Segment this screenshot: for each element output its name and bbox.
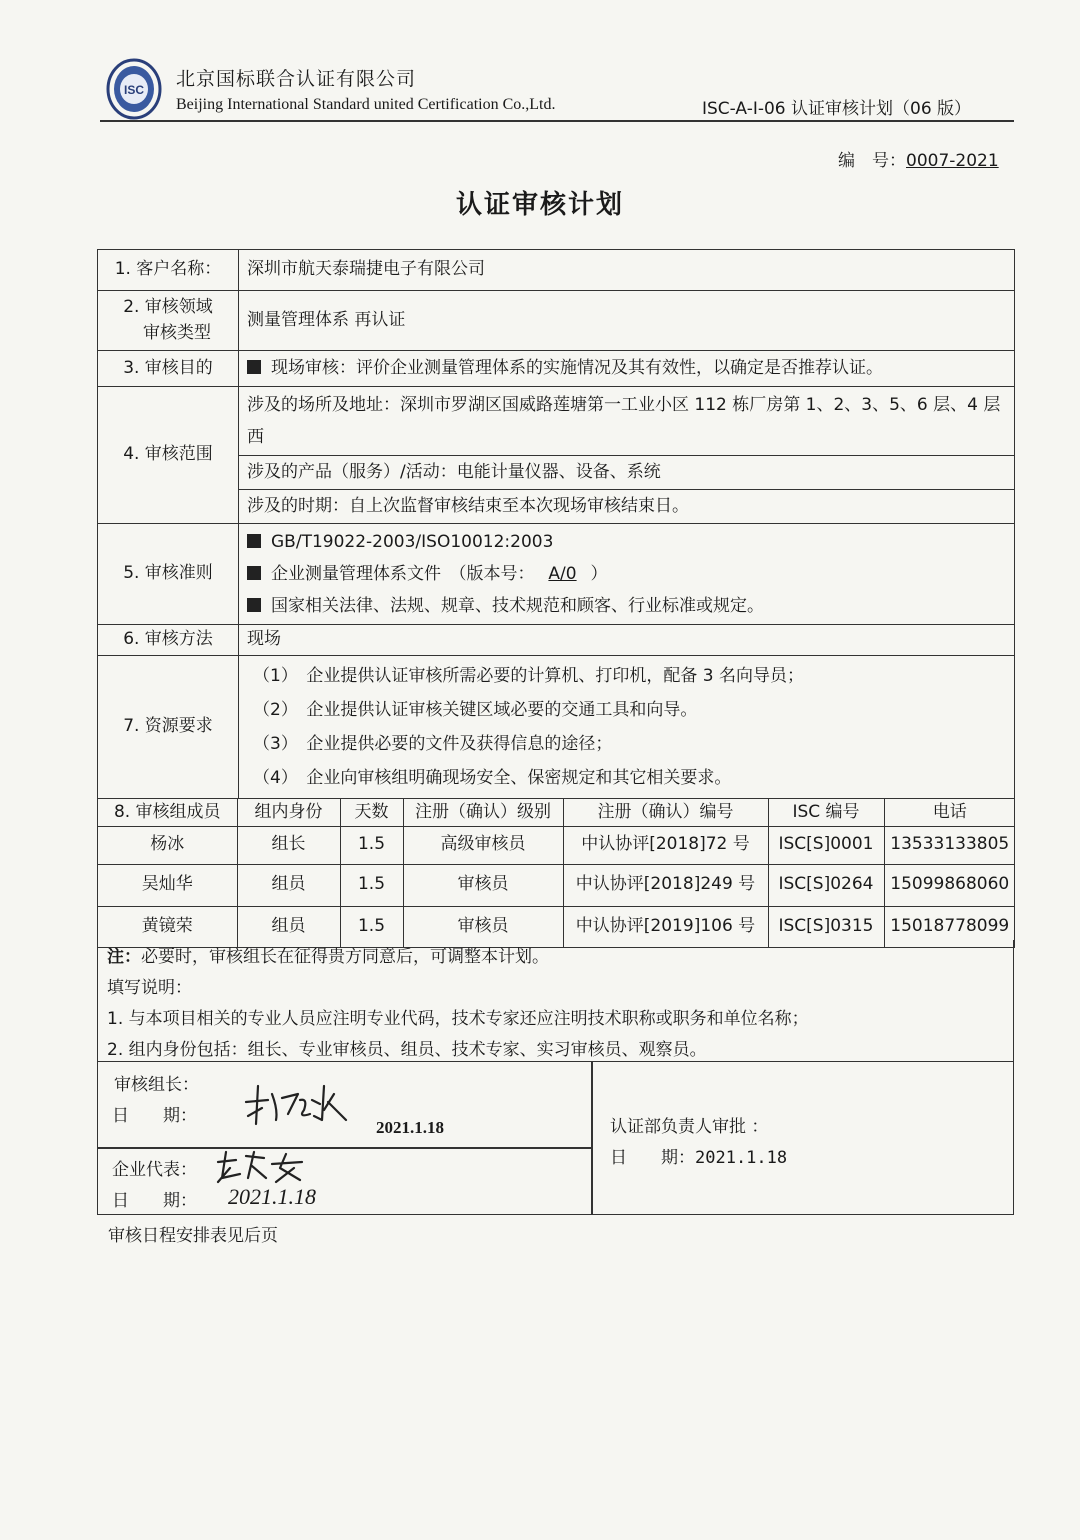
leader-date: 2021.1.18 [376, 1118, 444, 1137]
document-number [838, 146, 999, 171]
team-cell [98, 799, 1015, 948]
team-cell: 黄镜荣 [98, 906, 237, 947]
purpose-label: 3. 审核目的 [98, 351, 239, 387]
row-criteria [98, 524, 1015, 625]
criteria-item-1-text: GB/T19022-2003/ISO10012:2003 [271, 532, 554, 552]
audit-plan-table [97, 249, 1015, 948]
note-text: 必要时，审核组长在征得贵方同意后，可调整本计划。 [141, 947, 549, 967]
team-cell: 15018778099 [890, 916, 1010, 936]
checked-box-icon [247, 534, 261, 548]
approver-date-line [610, 1143, 787, 1168]
purpose-value: 现场审核：评价企业测量管理体系的实施情况及其有效性，以确定是否推荐认证。 [271, 357, 883, 378]
team-cell: 高级审核员 [403, 826, 563, 864]
row-field [98, 291, 1015, 351]
team-cell: 吴灿华 [98, 864, 237, 906]
header-rule [100, 120, 1014, 122]
footer-note: 审核日程安排表见后页 [108, 1226, 278, 1246]
team-table [98, 799, 1015, 947]
team-cell: 组员 [237, 906, 340, 947]
leader-date-label: 日 期： [112, 1106, 197, 1126]
method-value: 现场 [239, 625, 1015, 656]
scope-cell [239, 387, 1015, 524]
approver-date: 2021.1.18 [695, 1148, 788, 1168]
criteria-item-3-text: 国家相关法律、法规、规章、技术规范和顾客、行业标准或规定。 [271, 596, 764, 616]
team-cell: 1.5 [340, 906, 403, 947]
rep-date: 2021.1.18 [228, 1184, 316, 1209]
page-title: 认证审核计划 [455, 190, 624, 220]
fill-title: 填写说明： [107, 978, 192, 998]
criteria-item-2-suffix: ） [590, 564, 608, 584]
team-header-row [98, 799, 1015, 826]
row-scope [98, 387, 1015, 524]
team-cell: 15099868060 [884, 864, 1015, 906]
team-cell: ISC[S]0264 [768, 864, 884, 906]
row-client [98, 250, 1015, 291]
team-header: 8. 审核组成员 [98, 799, 237, 826]
team-cell: 审核员 [403, 906, 563, 947]
resources-label: 7. 资源要求 [98, 656, 239, 799]
approver-date-label: 日 期： [610, 1148, 695, 1168]
team-cell: 1.5 [340, 826, 403, 864]
team-cell: 杨冰 [98, 826, 237, 864]
criteria-item-3 [247, 590, 1006, 622]
method-label: 6. 审核方法 [98, 625, 239, 656]
company-name-en: Beijing International Standard united Certification Co.,Ltd. [176, 96, 556, 113]
team-cell: 中认协评[2019]106 号 [563, 906, 768, 947]
signature-divider-v [591, 1061, 593, 1215]
rep-date-label: 日 期： [112, 1191, 197, 1211]
team-cell: 组员 [237, 864, 340, 906]
resource-item: （1） 企业提供认证审核所需必要的计算机、打印机，配备 3 名向导员； [253, 666, 804, 686]
field-label [98, 291, 239, 351]
row-resources [98, 656, 1015, 799]
checked-box-icon [247, 598, 261, 612]
team-header: 组内身份 [237, 799, 340, 826]
field-value: 测量管理体系 再认证 [239, 291, 1015, 351]
row-team [98, 799, 1015, 948]
scope-product: 涉及的产品（服务）/活动：电能计量仪器、设备、系统 [239, 456, 1014, 490]
team-cell: 13533133805 [884, 826, 1015, 864]
row-purpose [98, 351, 1015, 387]
team-cell: ISC[S]0001 [768, 826, 884, 864]
fill-instruction-1: 1. 与本项目相关的专业人员应注明专业代码，技术专家还应注明技术职称或职务和单位名称； [107, 1009, 809, 1029]
resources-cell [239, 656, 1015, 799]
rep-label: 企业代表： [112, 1160, 197, 1180]
team-cell: 1.5 [340, 864, 403, 906]
scope-site: 涉及的场所及地址：深圳市罗湖区国威路莲塘第一工业小区 112 栋厂房第 1、2、3、5、6 层、4 层西 [239, 387, 1014, 456]
criteria-item-1 [247, 526, 1006, 558]
number-value: 0007-2021 [906, 151, 999, 171]
resource-item: （2） 企业提供认证审核关键区域必要的交通工具和向导。 [253, 700, 698, 720]
team-header: 电话 [884, 799, 1015, 826]
criteria-item-2-prefix: 企业测量管理体系文件 （版本号： [271, 564, 535, 584]
notes-section [97, 940, 1014, 1062]
company-name-cn: 北京国标联合认证有限公司 [176, 68, 417, 90]
team-cell: 组长 [237, 826, 340, 864]
team-header: 注册（确认）级别 [403, 799, 563, 826]
document-code: ISC-A-I-06 认证审核计划（06 版） [702, 99, 972, 119]
scope-period: 涉及的时期：自上次监督审核结束至本次现场审核结束日。 [247, 496, 689, 516]
team-row [98, 864, 1015, 906]
criteria-label: 5. 审核准则 [98, 524, 239, 625]
fill-instruction-2: 2. 组内身份包括：组长、专业审核员、组员、技术专家、实习审核员、观察员。 [107, 1040, 707, 1060]
note-line [107, 942, 1004, 973]
resource-item: （3） 企业提供必要的文件及获得信息的途径； [253, 734, 613, 754]
field-label-a: 2. 审核领域 [123, 297, 213, 317]
signature-divider-h [97, 1147, 592, 1149]
client-value: 深圳市航天泰瑞捷电子有限公司 [239, 250, 1015, 291]
scope-label: 4. 审核范围 [98, 387, 239, 524]
criteria-item-2 [247, 558, 1006, 590]
rep-signature [210, 1148, 320, 1186]
team-header: 注册（确认）编号 [563, 799, 768, 826]
version-number: A/0 [548, 564, 577, 584]
team-row [98, 826, 1015, 864]
leader-label: 审核组长： [114, 1075, 199, 1095]
team-cell: 中认协评[2018]72 号 [563, 826, 768, 864]
client-label: 1. 客户名称： [98, 250, 239, 291]
team-header: 天数 [340, 799, 403, 826]
purpose-cell [239, 351, 1015, 387]
checked-box-icon [247, 360, 261, 374]
criteria-cell [239, 524, 1015, 625]
resource-item: （4） 企业向审核组明确现场安全、保密规定和其它相关要求。 [253, 768, 732, 788]
team-cell: ISC[S]0315 [768, 906, 884, 947]
leader-signature [238, 1080, 368, 1128]
checked-box-icon [247, 566, 261, 580]
company-logo [106, 58, 162, 120]
team-cell: 审核员 [403, 864, 563, 906]
approver-label: 认证部负责人审批 ： [610, 1117, 769, 1137]
note-label: 注： [107, 947, 141, 967]
logo-text: ISC [123, 83, 145, 97]
team-cell: 中认协评[2018]249 号 [563, 864, 768, 906]
row-method [98, 625, 1015, 656]
number-label: 编 号： [838, 151, 906, 171]
field-label-b: 审核类型 [143, 322, 211, 343]
team-header: ISC 编号 [768, 799, 884, 826]
